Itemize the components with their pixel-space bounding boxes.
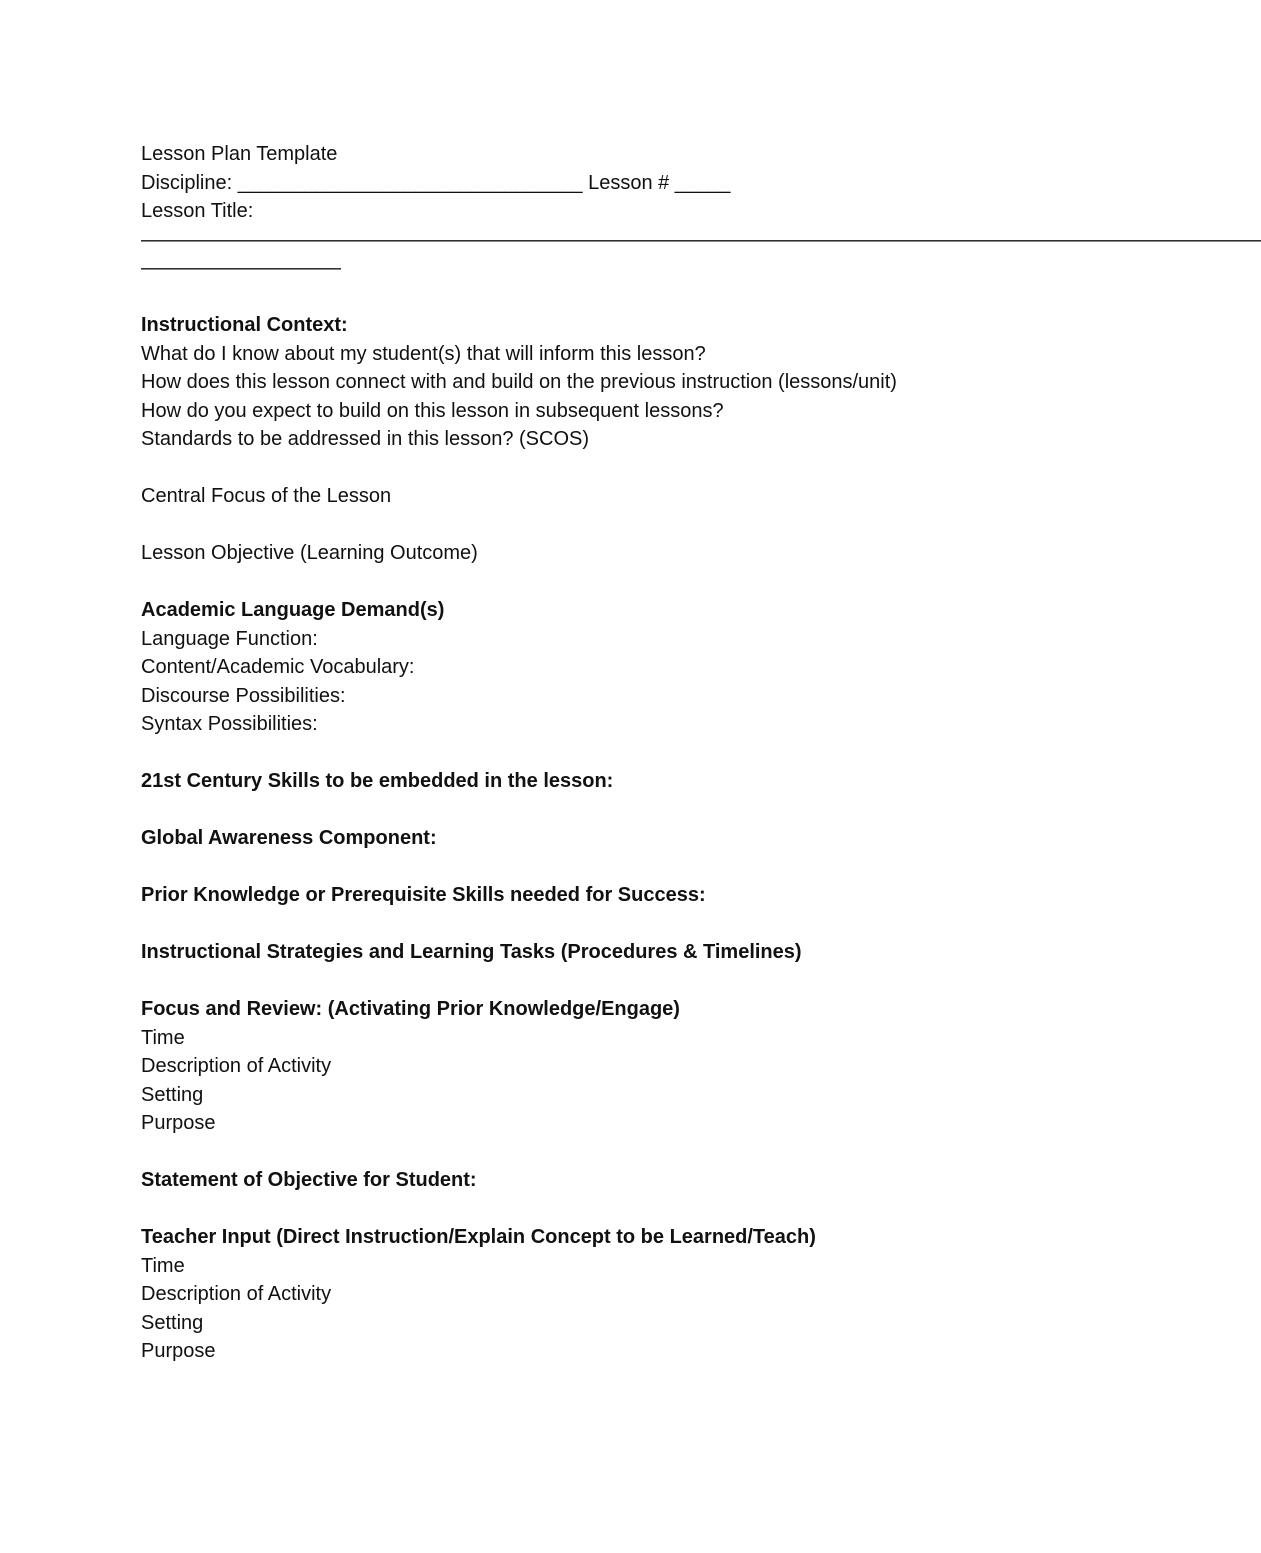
- century-skills-heading: 21st Century Skills to be embedded in the lesson:: [141, 770, 614, 792]
- context-question: How do you expect to build on this lesson in subsequent lessons?: [141, 399, 724, 422]
- academic-language-item: Discourse Possibilities:: [141, 684, 346, 707]
- focus-review-item: Description of Activity: [141, 1055, 332, 1077]
- instructional-strategies-heading: Instructional Strategies and Learning Tasks (Procedures & Timelines): [141, 941, 802, 963]
- lesson-title-rule: ————————————————————————————————————————————————————————: [141, 228, 1261, 251]
- academic-language-heading: Academic Language Demand(s): [141, 599, 445, 621]
- context-question: How does this lesson connect with and build on the previous instruction (lessons/unit): [141, 371, 897, 393]
- academic-language-item: Syntax Possibilities:: [141, 713, 318, 735]
- academic-language-item: Content/Academic Vocabulary:: [141, 656, 415, 678]
- lesson-objective: Lesson Objective (Learning Outcome): [141, 542, 478, 564]
- central-focus: Central Focus of the Lesson: [141, 485, 392, 507]
- spacer: [141, 283, 1071, 312]
- context-question: What do I know about my student(s) that will inform this lesson?: [141, 342, 706, 365]
- spacer: [141, 1195, 1071, 1224]
- discipline-line: Discipline: _______________________________ Lesson # _____: [141, 171, 731, 194]
- global-awareness-heading: Global Awareness Component:: [141, 827, 437, 849]
- statement-objective-heading: Statement of Objective for Student:: [141, 1169, 477, 1191]
- lesson-title-label: Lesson Title:: [141, 200, 254, 222]
- spacer: [141, 454, 1071, 483]
- prior-knowledge-heading: Prior Knowledge or Prerequisite Skills needed for Success:: [141, 884, 706, 906]
- focus-review-item: Purpose: [141, 1112, 216, 1134]
- teacher-input-item: Purpose: [141, 1340, 216, 1362]
- context-question: Standards to be addressed in this lesson? (SCOS): [141, 428, 590, 450]
- spacer: [141, 910, 1071, 939]
- spacer: [141, 739, 1071, 768]
- document-body: [141, 140, 1261, 1366]
- spacer: [141, 511, 1071, 540]
- instructional-context-heading: Instructional Context:: [141, 314, 348, 336]
- academic-language-item: Language Function:: [141, 627, 318, 650]
- teacher-input-item: Time: [141, 1254, 185, 1277]
- spacer: [141, 853, 1071, 882]
- focus-review-item: Setting: [141, 1083, 204, 1106]
- lesson-title-rule-continued: ——————————: [141, 257, 341, 279]
- teacher-input-item: Description of Activity: [141, 1283, 332, 1305]
- teacher-input-heading: Teacher Input (Direct Instruction/Explain Concept to be Learned/Teach): [141, 1226, 816, 1248]
- focus-review-item: Time: [141, 1026, 185, 1049]
- document-title: Lesson Plan Template: [141, 143, 338, 165]
- spacer: [141, 796, 1071, 825]
- spacer: [141, 568, 1071, 597]
- spacer: [141, 1138, 1071, 1167]
- teacher-input-item: Setting: [141, 1311, 204, 1334]
- spacer: [141, 967, 1071, 996]
- focus-review-heading: Focus and Review: (Activating Prior Knowledge/Engage): [141, 998, 680, 1020]
